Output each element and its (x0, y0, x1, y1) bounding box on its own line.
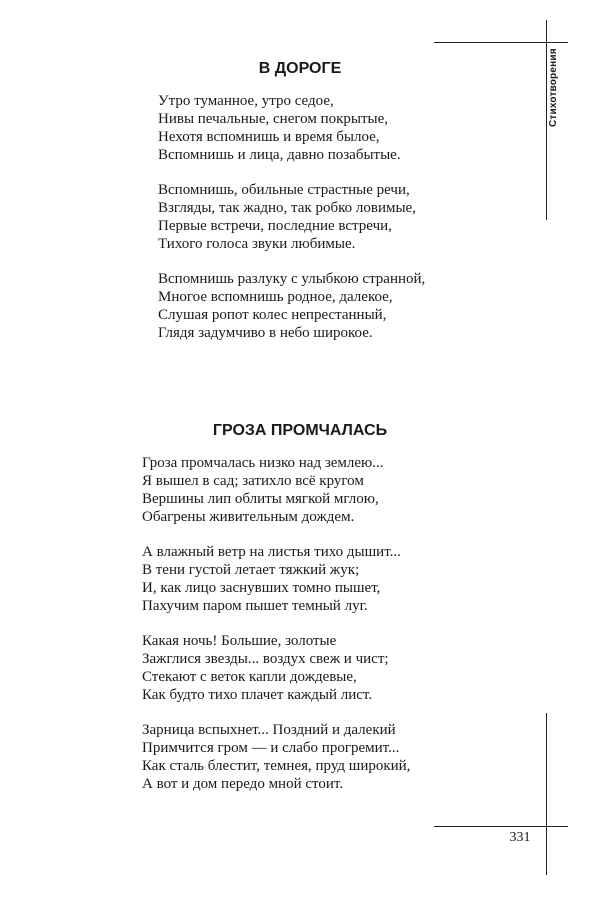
stanza (158, 92, 425, 164)
verse-line: Как сталь блестит, темнея, пруд широкий, (142, 758, 411, 774)
verse-line: В тени густой летает тяжкий жук; (142, 562, 360, 578)
poem-title: В ДОРОГЕ (258, 60, 342, 77)
verse-line: Вспомнишь разлуку с улыбкою странной, (158, 271, 426, 287)
verse-line: Стекают с веток капли дождевые, (142, 669, 357, 685)
stanza (142, 454, 410, 526)
verse-line: А вот и дом передо мной стоит. (142, 776, 344, 792)
section-label-text: Стихотворения (548, 48, 559, 127)
bottom-rule (434, 826, 568, 827)
verse-line: Какая ночь! Большие, золотые (142, 633, 337, 649)
verse-line: Глядя задумчиво в небо широкое. (158, 325, 373, 341)
verse-line: Взгляды, так жадно, так робко ловимые, (158, 200, 416, 216)
poem-title: ГРОЗА ПРОМЧАЛАСЬ (212, 422, 388, 439)
verse-line: Нехотя вспомнишь и время былое, (158, 129, 380, 145)
verse-line: Примчится гром — и слабо прогремит... (142, 740, 400, 756)
verse-line: Гроза промчалась низко над землею... (142, 455, 384, 471)
verse-line: Тихого голоса звуки любимые. (158, 236, 356, 252)
stanza (142, 632, 410, 704)
verse-line: Вершины лип облиты мягкой мглою, (142, 491, 379, 507)
verse-line: Как будто тихо плачет каждый лист. (142, 687, 373, 703)
verse-line: Вспомнишь и лица, давно позабытые. (158, 147, 401, 163)
bottom-vertical-rule (546, 713, 547, 875)
verse-line: Пахучим паром пышет темный луг. (142, 598, 368, 614)
stanza (158, 270, 425, 342)
verse-line: И, как лицо заснувших томно пышет, (142, 580, 381, 596)
verse-line: Нивы печальные, снегом покрытые, (158, 111, 389, 127)
verse-line: Зарница вспыхнет... Поздний и далекий (142, 722, 396, 738)
verse-line: Утро туманное, утро седое, (158, 93, 334, 109)
stanza (142, 721, 410, 793)
stanza (158, 181, 425, 253)
verse-line: Вспомнишь, обильные страстные речи, (158, 182, 410, 198)
stanza (142, 543, 410, 615)
verse-line: Зажглися звезды... воздух свеж и чист; (142, 651, 389, 667)
poem-body (158, 92, 425, 359)
top-rule (434, 42, 568, 43)
verse-line: Я вышел в сад; затихло всё кругом (142, 473, 364, 489)
verse-line: А влажный ветр на листья тихо дышит... (142, 544, 401, 560)
verse-line: Первые встречи, последние встречи, (158, 218, 392, 234)
poem-body (142, 454, 410, 810)
verse-line: Слушая ропот колес непрестанный, (158, 307, 387, 323)
page-number: 331 (509, 830, 531, 845)
verse-line: Многое вспомнишь родное, далекое, (158, 289, 393, 305)
verse-line: Обагрены живительным дождем. (142, 509, 355, 525)
top-vertical-rule (546, 20, 547, 220)
